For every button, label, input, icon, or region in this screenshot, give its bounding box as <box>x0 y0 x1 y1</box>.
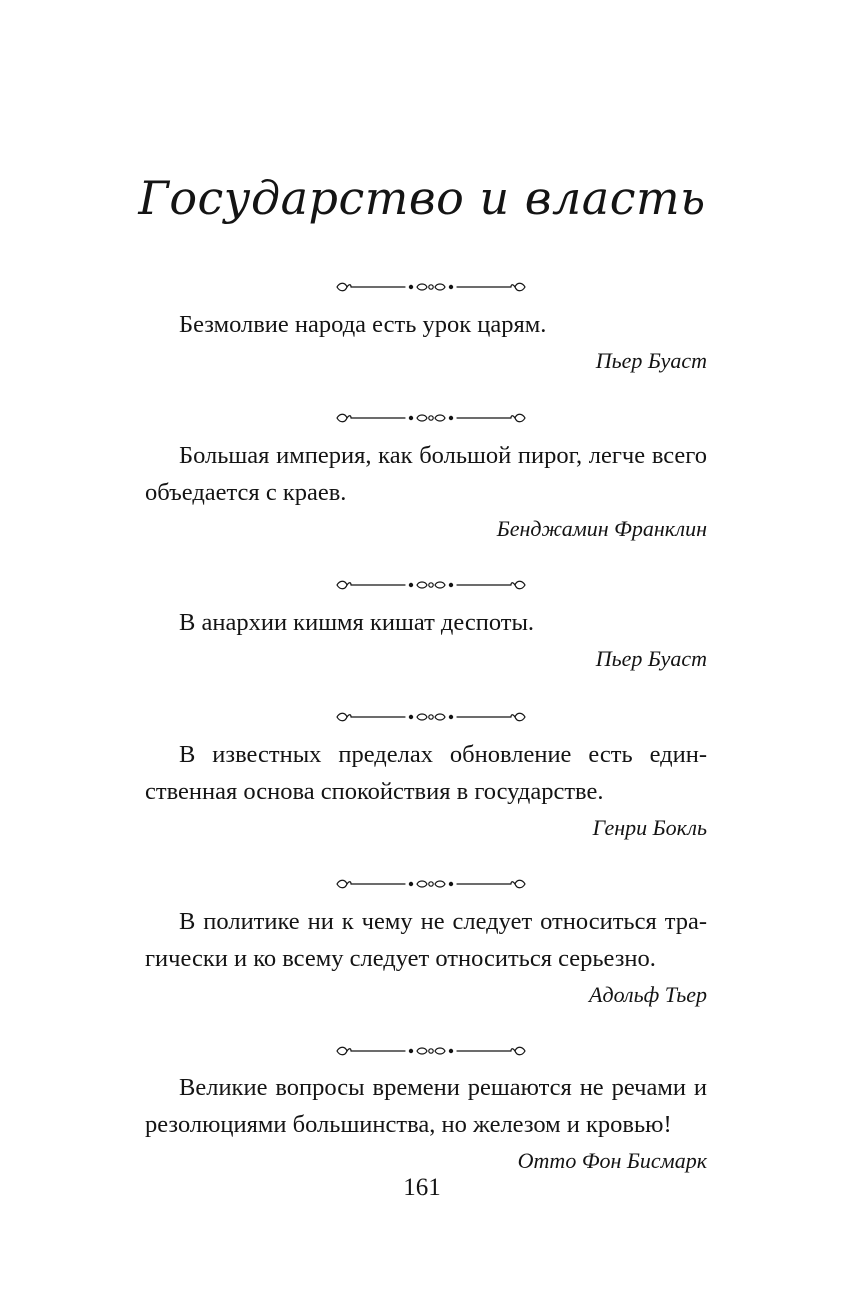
flourish-divider-icon <box>335 1043 527 1059</box>
quote-block <box>145 1069 707 1177</box>
quote-text: В анархии кишмя кишат деспоты. <box>179 609 535 636</box>
page-number: 161 <box>403 1174 441 1201</box>
chapter-title: Государство и власть <box>138 171 706 225</box>
quote-block <box>145 903 707 1011</box>
quote-block <box>145 437 707 545</box>
flourish-divider-icon <box>335 279 527 295</box>
quote-author: Пьер Буаст <box>595 646 707 671</box>
quote-author: Адольф Тьер <box>589 982 707 1007</box>
quote-author: Отто Фон Бисмарк <box>517 1148 707 1173</box>
quote-author: Пьер Буаст <box>595 348 707 373</box>
flourish-divider-icon <box>335 876 527 892</box>
quote-block <box>145 604 707 675</box>
quote-text: Великие вопросы времени решаются не речами и резолюциями большинства, но железом и кровью! <box>145 1074 707 1138</box>
flourish-divider-icon <box>335 709 527 725</box>
quote-text: В известных пределах обновление есть единственная основа спокойствия в государстве. <box>145 741 707 805</box>
quote-block <box>145 306 707 377</box>
quote-author: Бенджамин Франклин <box>496 516 707 541</box>
quote-author: Генри Бокль <box>592 815 707 840</box>
flourish-divider-icon <box>335 577 527 593</box>
quote-text: Большая империя, как большой пирог, легче всего объедается с краев. <box>145 442 707 506</box>
quote-text: Безмолвие народа есть урок царям. <box>179 311 547 338</box>
quote-block <box>145 736 707 844</box>
flourish-divider-icon <box>335 410 527 426</box>
quote-text: В политике ни к чему не следует относиться трагически и ко всему следует относиться серьезно. <box>145 908 707 972</box>
